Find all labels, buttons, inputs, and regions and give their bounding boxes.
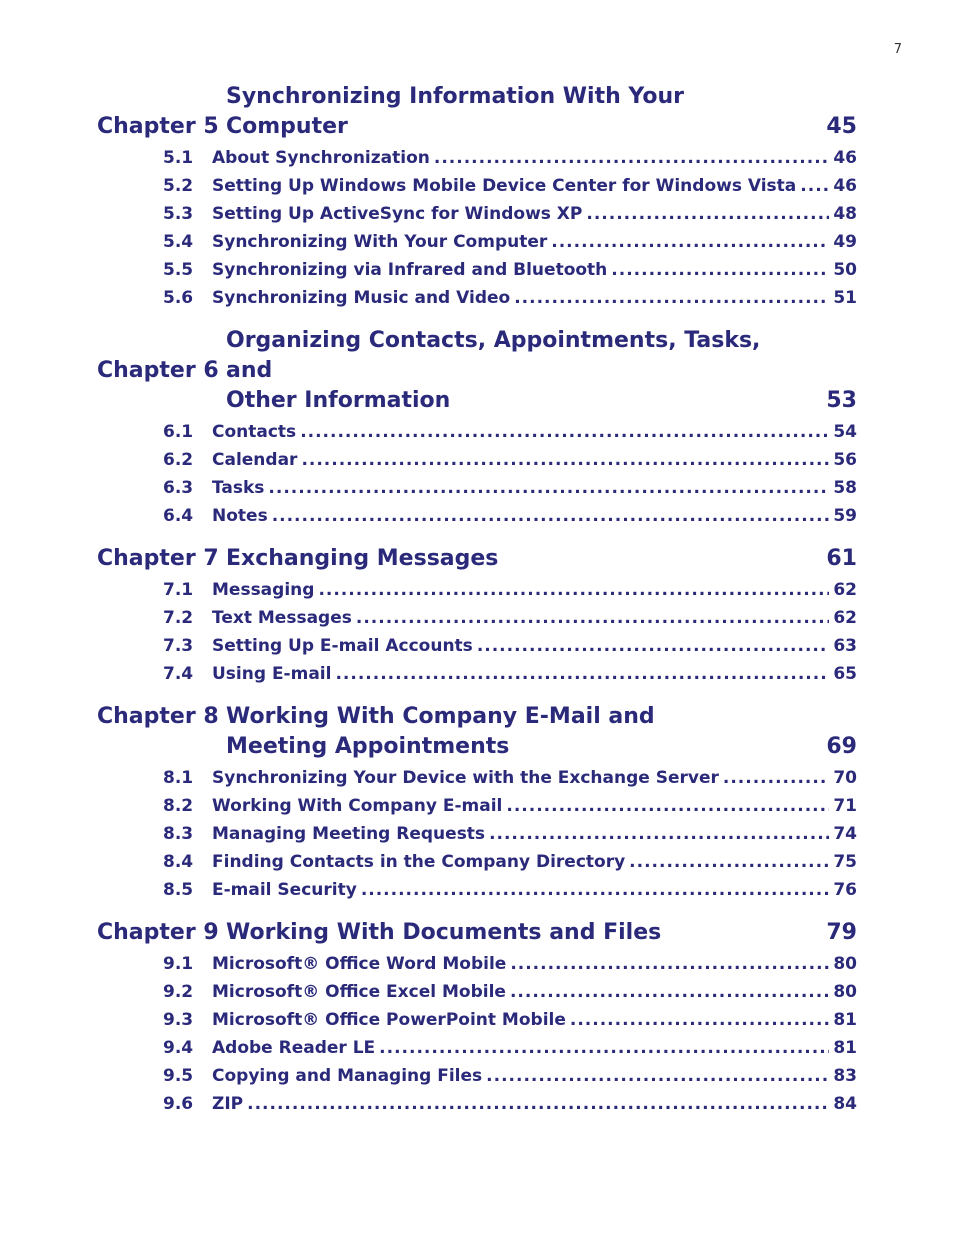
- toc-entry[interactable]: [97, 1006, 857, 1034]
- dot-leader: [300, 418, 829, 446]
- section-title: About Synchronization: [212, 148, 430, 168]
- toc-entry[interactable]: [97, 474, 857, 502]
- chapter-title: Working With Company E-Mail and: [226, 704, 655, 729]
- chapter-block: [97, 82, 857, 312]
- section-page-number: 54: [833, 422, 857, 442]
- section-page-number: 83: [833, 1066, 857, 1086]
- section-title: Tasks: [212, 478, 265, 498]
- section-number-text: 7.1: [163, 580, 194, 600]
- section-number: [97, 1090, 212, 1118]
- section-number: [97, 764, 212, 792]
- section-number-text: 8.4: [163, 852, 194, 872]
- section-page-number: 80: [833, 982, 857, 1002]
- dot-leader: [486, 1062, 829, 1090]
- chapter-block: [97, 326, 857, 530]
- dot-leader: [335, 660, 829, 688]
- section-page-number: 63: [833, 636, 857, 656]
- section-title: Managing Meeting Requests: [212, 824, 486, 844]
- chapter-title: Meeting Appointments: [226, 734, 510, 759]
- section-number-text: 5.2: [163, 176, 194, 196]
- chapter-label: Chapter 8: [97, 704, 219, 729]
- section-number: [97, 172, 212, 200]
- section-page-number: 65: [833, 664, 857, 684]
- section-number-text: 7.4: [163, 664, 194, 684]
- section-number: [97, 502, 212, 530]
- section-number-text: 5.5: [163, 260, 194, 280]
- dot-leader: [800, 172, 829, 200]
- section-number: [97, 1062, 212, 1090]
- toc-entry[interactable]: [97, 848, 857, 876]
- section-page-number: 81: [833, 1038, 857, 1058]
- toc-entry[interactable]: [97, 418, 857, 446]
- dot-leader: [434, 144, 829, 172]
- chapter-title: Other Information: [226, 388, 451, 413]
- section-title: Setting Up Windows Mobile Device Center for Windows Vista: [212, 176, 797, 196]
- section-number: [97, 876, 212, 904]
- section-page-number: 49: [833, 232, 857, 252]
- section-title: Setting Up ActiveSync for Windows XP: [212, 204, 583, 224]
- toc-entry[interactable]: [97, 660, 857, 688]
- section-page-number: 71: [833, 796, 857, 816]
- dot-leader: [514, 284, 829, 312]
- section-title: Adobe Reader LE: [212, 1038, 376, 1058]
- section-title: Microsoft® Office PowerPoint Mobile: [212, 1010, 566, 1030]
- section-number: [97, 474, 212, 502]
- section-number-text: 9.2: [163, 982, 194, 1002]
- section-number-text: 5.4: [163, 232, 194, 252]
- section-number-text: 7.3: [163, 636, 194, 656]
- section-page-number: 74: [833, 824, 857, 844]
- section-number: [97, 1034, 212, 1062]
- section-title: Synchronizing Your Device with the Exchange Server: [212, 768, 719, 788]
- section-number-text: 6.2: [163, 450, 194, 470]
- dot-leader: [247, 1090, 829, 1118]
- section-number-text: 8.2: [163, 796, 194, 816]
- section-page-number: 51: [833, 288, 857, 308]
- toc-entry[interactable]: [97, 792, 857, 820]
- section-page-number: 81: [833, 1010, 857, 1030]
- section-title: Notes: [212, 506, 268, 526]
- section-number-text: 5.3: [163, 204, 194, 224]
- section-title: Microsoft® Office Word Mobile: [212, 954, 507, 974]
- dot-leader: [361, 876, 830, 904]
- section-number: [97, 978, 212, 1006]
- section-number: [97, 632, 212, 660]
- section-page-number: 84: [833, 1094, 857, 1114]
- section-number: [97, 848, 212, 876]
- chapter-label: Chapter 9: [97, 920, 219, 945]
- section-number-text: 9.4: [163, 1038, 194, 1058]
- chapter-heading[interactable]: [97, 702, 857, 732]
- dot-leader: [570, 1006, 829, 1034]
- dot-leader: [272, 502, 830, 530]
- section-page-number: 56: [833, 450, 857, 470]
- dot-leader: [551, 228, 829, 256]
- chapter-label: Chapter 6: [97, 358, 219, 383]
- toc-entry[interactable]: [97, 284, 857, 312]
- section-title: Synchronizing Music and Video: [212, 288, 511, 308]
- section-number: [97, 284, 212, 312]
- chapter-heading[interactable]: [97, 918, 857, 948]
- section-number-text: 5.6: [163, 288, 194, 308]
- section-number-text: 9.6: [163, 1094, 194, 1114]
- section-title: Calendar: [212, 450, 298, 470]
- section-list: [97, 950, 857, 1118]
- chapter-title: Exchanging Messages: [226, 546, 499, 571]
- chapter-block: [97, 702, 857, 904]
- section-number: [97, 228, 212, 256]
- section-title: ZIP: [212, 1094, 244, 1114]
- toc-entry[interactable]: [97, 1034, 857, 1062]
- chapter-page-number: 45: [826, 114, 857, 139]
- chapter-title: Synchronizing Information With Your Computer: [226, 84, 684, 139]
- dot-leader: [379, 1034, 829, 1062]
- section-number: [97, 418, 212, 446]
- toc-entry[interactable]: [97, 1090, 857, 1118]
- dot-leader: [489, 820, 829, 848]
- dot-leader: [318, 576, 829, 604]
- toc-entry[interactable]: [97, 1062, 857, 1090]
- section-page-number: 46: [833, 176, 857, 196]
- toc-entry[interactable]: [97, 200, 857, 228]
- chapter-heading[interactable]: [97, 386, 857, 416]
- section-page-number: 58: [833, 478, 857, 498]
- toc-entry[interactable]: [97, 632, 857, 660]
- section-title: Working With Company E-mail: [212, 796, 503, 816]
- section-page-number: 75: [833, 852, 857, 872]
- section-title: Synchronizing With Your Computer: [212, 232, 548, 252]
- section-title: Text Messages: [212, 608, 352, 628]
- section-list: [97, 144, 857, 312]
- dot-leader: [629, 848, 829, 876]
- section-title: Messaging: [212, 580, 315, 600]
- section-number-text: 8.3: [163, 824, 194, 844]
- dot-leader: [356, 604, 829, 632]
- chapter-heading[interactable]: [97, 82, 857, 142]
- section-number: [97, 820, 212, 848]
- toc-entry[interactable]: [97, 876, 857, 904]
- chapter-block: [97, 544, 857, 688]
- section-page-number: 59: [833, 506, 857, 526]
- section-number: [97, 576, 212, 604]
- toc-entry[interactable]: [97, 576, 857, 604]
- chapter-heading[interactable]: [97, 326, 857, 386]
- section-number: [97, 792, 212, 820]
- section-title: E-mail Security: [212, 880, 357, 900]
- toc-entry[interactable]: [97, 172, 857, 200]
- chapter-block: [97, 918, 857, 1118]
- section-list: [97, 764, 857, 904]
- section-number: [97, 144, 212, 172]
- dot-leader: [268, 474, 829, 502]
- page-number: 7: [893, 42, 902, 57]
- dot-leader: [510, 950, 829, 978]
- chapter-page-number: 53: [826, 388, 857, 413]
- section-page-number: 50: [833, 260, 857, 280]
- toc-entry[interactable]: [97, 228, 857, 256]
- chapter-heading[interactable]: [97, 732, 857, 762]
- section-page-number: 76: [833, 880, 857, 900]
- section-page-number: 70: [833, 768, 857, 788]
- section-number: [97, 660, 212, 688]
- section-page-number: 62: [833, 580, 857, 600]
- section-list: [97, 418, 857, 530]
- toc-entry[interactable]: [97, 950, 857, 978]
- section-number: [97, 200, 212, 228]
- chapter-label: Chapter 7: [97, 546, 219, 571]
- section-title: Using E-mail: [212, 664, 332, 684]
- section-number-text: 9.3: [163, 1010, 194, 1030]
- section-number: [97, 256, 212, 284]
- section-title: Microsoft® Office Excel Mobile: [212, 982, 506, 1002]
- section-title: Synchronizing via Infrared and Bluetooth: [212, 260, 608, 280]
- section-title: Copying and Managing Files: [212, 1066, 483, 1086]
- toc-entry[interactable]: [97, 144, 857, 172]
- dot-leader: [301, 446, 829, 474]
- section-number-text: 7.2: [163, 608, 194, 628]
- section-number-text: 6.1: [163, 422, 194, 442]
- section-number-text: 9.1: [163, 954, 194, 974]
- dot-leader: [510, 978, 829, 1006]
- chapter-title: Organizing Contacts, Appointments, Tasks, and: [226, 328, 761, 383]
- section-number: [97, 950, 212, 978]
- section-title: Finding Contacts in the Company Directory: [212, 852, 626, 872]
- section-number-text: 8.1: [163, 768, 194, 788]
- section-number-text: 6.4: [163, 506, 194, 526]
- toc-entry[interactable]: [97, 764, 857, 792]
- dot-leader: [477, 632, 830, 660]
- toc-entry[interactable]: [97, 820, 857, 848]
- section-page-number: 46: [833, 148, 857, 168]
- section-number-text: 5.1: [163, 148, 194, 168]
- section-page-number: 80: [833, 954, 857, 974]
- chapter-title: Working With Documents and Files: [226, 920, 662, 945]
- section-number-text: 9.5: [163, 1066, 194, 1086]
- chapter-page-number: 79: [826, 920, 857, 945]
- section-number: [97, 604, 212, 632]
- toc-entry[interactable]: [97, 978, 857, 1006]
- section-number-text: 8.5: [163, 880, 194, 900]
- chapter-label: Chapter 5: [97, 114, 219, 139]
- toc-entry[interactable]: [97, 502, 857, 530]
- chapter-page-number: 69: [826, 734, 857, 759]
- dot-leader: [586, 200, 829, 228]
- section-title: Contacts: [212, 422, 297, 442]
- toc-entry[interactable]: [97, 256, 857, 284]
- section-list: [97, 576, 857, 688]
- section-number: [97, 446, 212, 474]
- section-number-text: 6.3: [163, 478, 194, 498]
- section-page-number: 62: [833, 608, 857, 628]
- chapter-heading[interactable]: [97, 544, 857, 574]
- dot-leader: [611, 256, 829, 284]
- section-page-number: 48: [833, 204, 857, 224]
- section-number: [97, 1006, 212, 1034]
- table-of-contents: [97, 82, 857, 1132]
- toc-entry[interactable]: [97, 446, 857, 474]
- section-title: Setting Up E-mail Accounts: [212, 636, 473, 656]
- dot-leader: [723, 764, 829, 792]
- chapter-page-number: 61: [826, 546, 857, 571]
- toc-entry[interactable]: [97, 604, 857, 632]
- dot-leader: [506, 792, 829, 820]
